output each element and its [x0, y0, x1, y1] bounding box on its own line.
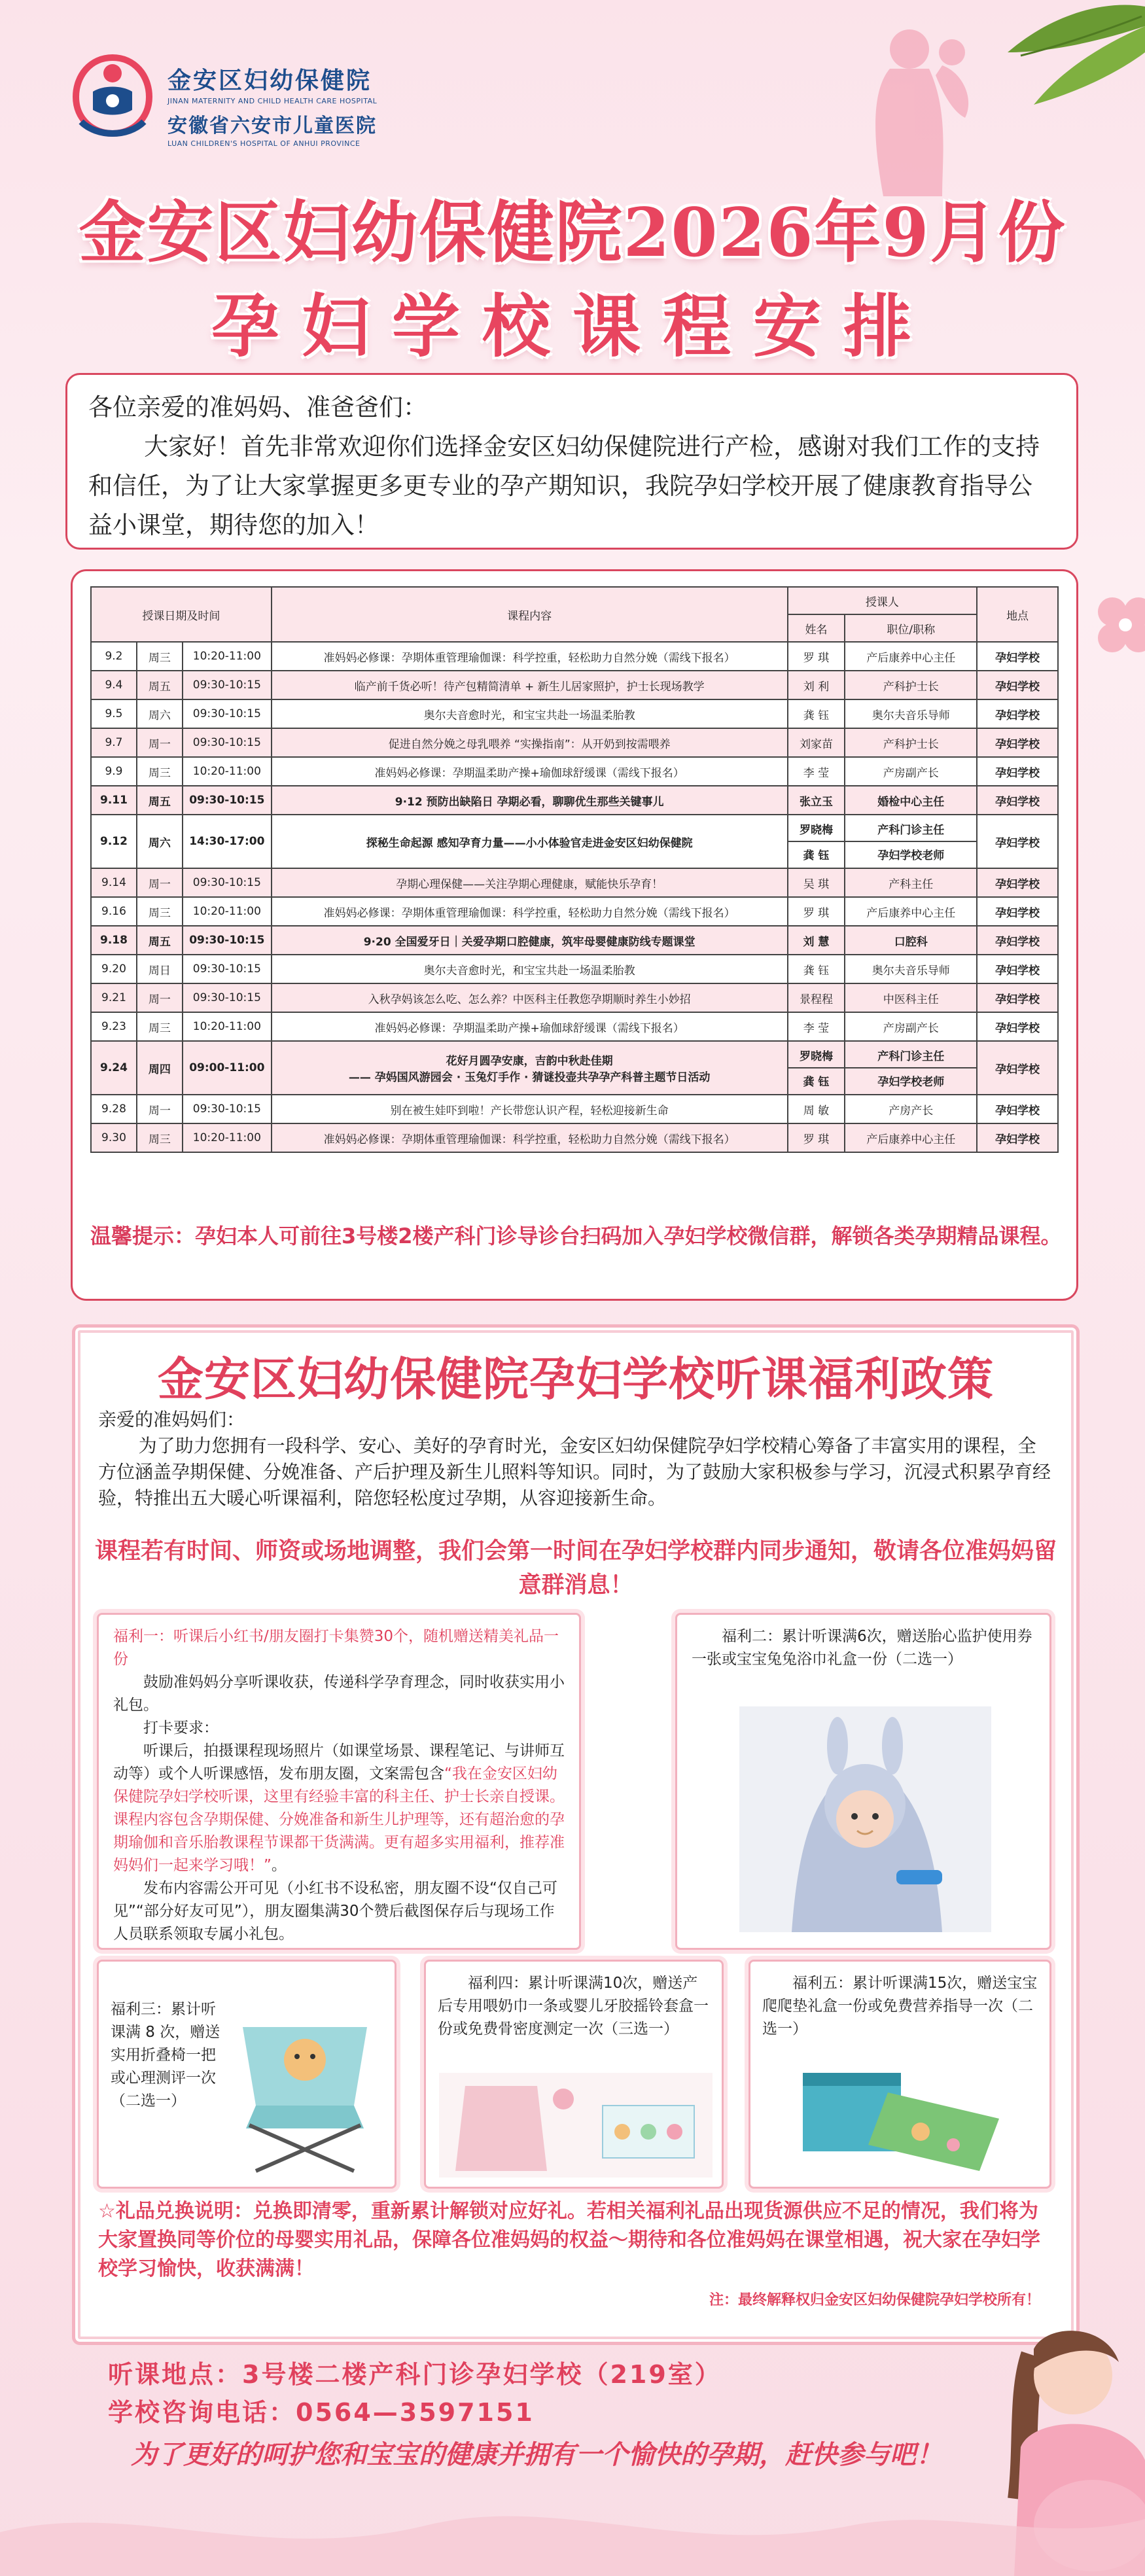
row-lecturer-name-1: 李 莹 [803, 766, 830, 780]
row-lecturer-title [845, 757, 977, 786]
row-lecturer-name [788, 983, 845, 1012]
row-content-text: 奥尔夫音愈时光，和宝宝共赴一场温柔胎教 [423, 964, 635, 978]
schedule-row [91, 926, 1058, 955]
row-lecturer-title-1: 口腔科 [894, 935, 928, 949]
row-time: 10:20-11:00 [183, 1012, 272, 1041]
row-lecturer-name-1: 李 莹 [803, 1021, 830, 1035]
row-lecturer-name-1: 刘 慧 [803, 935, 830, 949]
row-lecturer-title [845, 983, 977, 1012]
row-lecturer-name-1: 罗 琪 [803, 1133, 830, 1146]
row-day: 周一 [137, 1095, 183, 1123]
row-lecturer-name-1: 刘 利 [803, 680, 830, 694]
row-lecturer-name [788, 926, 845, 955]
row-lecturer-title-1: 产房副产长 [883, 1021, 939, 1035]
row-content [272, 1095, 788, 1123]
row-date: 9.9 [91, 757, 137, 786]
row-lecturer-name [788, 642, 845, 671]
row-location: 孕妇学校 [977, 642, 1058, 671]
schedule-body [91, 642, 1058, 1152]
row-lecturer-title [845, 868, 977, 897]
schedule-table [90, 586, 1059, 1153]
row-content [272, 757, 788, 786]
row-content [272, 671, 788, 699]
welfare-intro-text: 为了助力您拥有一段科学、安心、美好的孕育时光，金安区妇幼保健院孕妇学校精心筹备了丰富实用的课程，全方位涵盖孕期保健、分娩准备、产后护理及新生儿照料等知识。同时，为了鼓励大家积极参与学习，沉浸式积累孕育经验，特推出五大暖心听课福利，陪您轻松度过孕期，从容迎接新生命。 [98, 1435, 1051, 1509]
row-time: 09:30-10:15 [183, 926, 272, 955]
schedule-row [91, 868, 1058, 897]
row-time: 09:30-10:15 [183, 955, 272, 983]
row-day: 周三 [137, 757, 183, 786]
row-location: 孕妇学校 [977, 1123, 1058, 1152]
row-time: 10:20-11:00 [183, 642, 272, 671]
row-content-text: 准妈妈必修课：孕期体重管理瑜伽课：科学控重，轻松助力自然分娩（需线下报名） [323, 906, 735, 920]
row-content [272, 786, 788, 815]
benefit-card-2 [675, 1613, 1051, 1950]
row-lecturer-title [845, 642, 977, 671]
row-lecturer-name-1: 罗 琪 [803, 651, 830, 665]
row-date: 9.23 [91, 1012, 137, 1041]
row-lecturer-name [788, 955, 845, 983]
row-lecturer-name-1: 龚 钰 [803, 709, 830, 722]
row-date: 9.5 [91, 699, 137, 728]
row-time: 09:30-10:15 [183, 728, 272, 757]
benefit1-text: 鼓励准妈妈分享听课收获，传递科学孕育理念，同时收获实用小礼包。 [113, 1674, 565, 1714]
row-content-text: 奥尔夫音愈时光，和宝宝共赴一场温柔胎教 [423, 709, 635, 722]
row-lecturer-name [788, 757, 845, 786]
hospital-name2-en: LUAN CHILDREN'S HOSPITAL OF ANHUI PROVINCE [167, 139, 361, 148]
schedule-row [91, 642, 1058, 671]
benefit-card-5 [749, 1960, 1051, 2189]
schedule-row [91, 1123, 1058, 1152]
row-day: 周一 [137, 868, 183, 897]
schedule-row [91, 728, 1058, 757]
row-day: 周三 [137, 897, 183, 926]
row-lecturer-name-2: 龚 钰 [803, 849, 830, 862]
row-lecturer-title-1: 婚检中心主任 [877, 795, 945, 809]
row-lecturer-title [845, 786, 977, 815]
row-lecturer-title [845, 1095, 977, 1123]
schedule-row [91, 897, 1058, 926]
row-day: 周一 [137, 728, 183, 757]
row-lecturer-title [845, 926, 977, 955]
schedule-row [91, 1095, 1058, 1123]
gift-exchange-note: ☆礼品兑换说明：兑换即清零，重新累计解锁对应好礼。若相关福利礼品出现货源供应不足的情况，我们将为大家置换同等价位的母婴实用礼品，保障各位准妈妈的权益～期待和各位准妈妈在课堂相遇，祝大家在孕妇学校学习愉快，收获满满！ [98, 2200, 1040, 2280]
row-location: 孕妇学校 [977, 786, 1058, 815]
mother-child-silhouette-icon [811, 13, 1021, 196]
row-date: 9.16 [91, 897, 137, 926]
row-day: 周五 [137, 786, 183, 815]
row-time: 09:30-10:15 [183, 671, 272, 699]
row-lecturer-name [788, 728, 845, 757]
row-content-text: 9·12 预防出缺陷日 孕期必看，聊聊优生那些关键事儿 [395, 795, 664, 809]
row-lecturer-name-2: 龚 钰 [803, 1076, 830, 1089]
row-content-text: 临产前千货必听！待产包精简清单 + 新生儿居家照护，护士长现场教学 [354, 680, 705, 694]
row-date: 9.18 [91, 926, 137, 955]
row-lecturer-name [788, 868, 845, 897]
row-day: 周六 [137, 815, 183, 868]
header-location: 地点 [977, 587, 1058, 642]
row-content-text: 准妈妈必修课：孕期温柔助产操+瑜伽球舒缓课（需线下报名） [374, 1021, 684, 1035]
benefit1-requirement-quote: “我在金安区妇幼保健院孕妇学校听课，这里有经验丰富的科主任、护士长亲自授课。课程内容包含孕期保健、分娩准备和新生儿护理等，还有超治愈的孕期瑜伽和音乐胎教课程节课都干货满满。更有超多实用福利，推荐准妈妈们一起来学习哦！” [113, 1765, 565, 1874]
row-content [272, 699, 788, 728]
schedule-row [91, 815, 1058, 868]
hospital-name-cn: 金安区妇幼保健院 [167, 67, 372, 94]
header-name: 姓名 [788, 614, 845, 642]
row-content-text: 准妈妈必修课：孕期体重管理瑜伽课：科学控重，轻松助力自然分娩（需线下报名） [323, 651, 735, 665]
nursing-cover-gifts-icon [439, 2073, 713, 2178]
row-lecturer-name [788, 1095, 845, 1123]
row-time: 10:20-11:00 [183, 1123, 272, 1152]
welfare-notice: 课程若有时间、师资或场地调整，我们会第一时间在孕妇学校群内同步通知，敬请各位准妈妈留意群消息！ [94, 1538, 1057, 1598]
row-day: 周三 [137, 1123, 183, 1152]
row-day: 周日 [137, 955, 183, 983]
row-lecturer-title-1: 产房产长 [889, 1104, 934, 1118]
row-lecturer-title-1: 中医科主任 [883, 993, 939, 1006]
row-lecturer-name-1: 罗晓梅 [788, 817, 845, 842]
row-lecturer-title [845, 1041, 977, 1095]
row-location: 孕妇学校 [977, 868, 1058, 897]
schedule-row [91, 699, 1058, 728]
row-date: 9.20 [91, 955, 137, 983]
benefit1-title: 福利一：听课后小红书/朋友圈打卡集赞30个，随机赠送精美礼品一份 [113, 1628, 559, 1668]
row-lecturer-title-1: 产科护士长 [883, 737, 939, 751]
welfare-title: 金安区妇幼保健院孕妇学校听课福利政策 [158, 1352, 994, 1406]
row-lecturer-title-1: 奥尔夫音乐导师 [872, 709, 950, 722]
row-lecturer-title [845, 955, 977, 983]
row-lecturer-name [788, 1012, 845, 1041]
row-location: 孕妇学校 [977, 1041, 1058, 1095]
header-lecturer: 授课人 [788, 587, 978, 614]
play-mat-gift-icon [790, 2047, 1012, 2178]
row-content [272, 1123, 788, 1152]
row-lecturer-title [845, 671, 977, 699]
row-lecturer-title-1: 产房副产长 [883, 766, 939, 780]
benefit5-text: 福利五：累计听课满15次，赠送宝宝爬爬垫礼盒一份或免费营养指导一次（二选一） [762, 1975, 1038, 2038]
row-lecturer-name-1: 张立玉 [799, 795, 833, 809]
row-lecturer-name [788, 815, 845, 868]
row-location: 孕妇学校 [977, 1012, 1058, 1041]
row-date: 9.24 [91, 1041, 137, 1095]
row-content [272, 1041, 788, 1095]
row-lecturer-title-1: 产科门诊主任 [845, 1043, 976, 1068]
row-time: 09:30-10:15 [183, 1095, 272, 1123]
benefit1-requirement-c: 。 [271, 1857, 287, 1874]
row-date: 9.28 [91, 1095, 137, 1123]
row-time: 09:00-11:00 [183, 1041, 272, 1095]
row-lecturer-name [788, 699, 845, 728]
row-lecturer-title-2: 孕妇学校老师 [877, 849, 945, 862]
hospital-name-en: JINAN MATERNITY AND CHILD HEALTH CARE HOSPITAL [167, 97, 378, 105]
header-title: 职位/职称 [845, 614, 977, 642]
benefit-card-3 [97, 1960, 396, 2189]
benefit1-requirement-a: 听课后，拍摄课程现场照片（如课堂场景、课程笔记、与讲师互动等）或个人听课感悟，发布朋友圈，文案需包含 [113, 1742, 565, 1782]
row-date: 9.12 [91, 815, 137, 868]
consult-phone: 学校咨询电话：0564—3597151 [108, 2398, 535, 2427]
benefit1-requirement [113, 1740, 565, 1877]
schedule-row [91, 671, 1058, 699]
row-day: 周三 [137, 1012, 183, 1041]
schedule-row [91, 983, 1058, 1012]
row-date: 9.21 [91, 983, 137, 1012]
row-day: 周四 [137, 1041, 183, 1095]
benefit1-requirement-label: 打卡要求： [143, 1720, 219, 1737]
row-content [272, 897, 788, 926]
benefit-card-4 [424, 1960, 724, 2189]
row-content-text: 准妈妈必修课：孕期体重管理瑜伽课：科学控重，轻松助力自然分娩（需线下报名） [323, 1133, 735, 1146]
row-location: 孕妇学校 [977, 926, 1058, 955]
intro-box [65, 373, 1078, 550]
row-time: 09:30-10:15 [183, 786, 272, 815]
benefit2-text: 福利二：累计听课满6次，赠送胎心监护使用券一张或宝宝兔兔浴巾礼盒一份（二选一） [692, 1628, 1032, 1668]
row-content-text: 促进自然分娩之母乳喂养 “实操指南”：从开奶到按需喂养 [388, 737, 671, 751]
schedule-row [91, 1012, 1058, 1041]
row-time: 09:30-10:15 [183, 868, 272, 897]
row-date: 9.4 [91, 671, 137, 699]
intro-greeting: 各位亲爱的准妈妈、准爸爸们： [88, 393, 427, 421]
row-date: 9.2 [91, 642, 137, 671]
row-content [272, 983, 788, 1012]
class-location: 听课地点：3号楼二楼产科门诊孕妇学校（219室） [108, 2360, 722, 2389]
row-lecturer-title-1: 奥尔夫音乐导师 [872, 964, 950, 978]
row-lecturer-title [845, 897, 977, 926]
row-date: 9.11 [91, 786, 137, 815]
row-location: 孕妇学校 [977, 671, 1058, 699]
closing-slogan: 为了更好的呵护您和宝宝的健康并拥有一个愉快的孕期，赶快参与吧！ [131, 2440, 942, 2470]
row-time: 09:30-10:15 [183, 983, 272, 1012]
row-date: 9.30 [91, 1123, 137, 1152]
row-day: 周六 [137, 699, 183, 728]
row-lecturer-name [788, 1041, 845, 1095]
row-lecturer-name-1: 景程程 [799, 993, 833, 1006]
schedule-row [91, 1041, 1058, 1095]
row-lecturer-title-1: 产科主任 [889, 877, 934, 891]
row-lecturer-title-1: 产科护士长 [883, 680, 939, 694]
row-lecturer-title-1: 产后康养中心主任 [866, 651, 956, 665]
welfare-intro [98, 1407, 1053, 1511]
row-content-text: 探秘生命起源 感知孕育力量——小小体验官走进金安区妇幼保健院 [366, 836, 693, 850]
row-lecturer-name [788, 786, 845, 815]
row-time: 09:30-10:15 [183, 699, 272, 728]
benefit1-claim: 发布内容需公开可见（小红书不设私密，朋友圈不设“仅自己可见”“部分好友可见”），朋友圈集满30个赞后截图保存后与现场工作人员联系领取专属小礼包。 [113, 1880, 557, 1943]
row-content-text: 准妈妈必修课：孕期温柔助产操+瑜伽球舒缓课（需线下报名） [374, 766, 684, 780]
row-time: 10:20-11:00 [183, 897, 272, 926]
row-lecturer-name [788, 897, 845, 926]
row-content [272, 728, 788, 757]
row-time: 10:20-11:00 [183, 757, 272, 786]
row-lecturer-title [845, 728, 977, 757]
row-lecturer-title-1: 产后康养中心主任 [866, 906, 956, 920]
row-content-text: 入秋孕妈该怎么吃、怎么养？中医科主任教您孕期顺时养生小妙招 [368, 993, 691, 1006]
page-title-line1: 金安区妇幼保健院2026年9月份 [79, 194, 1066, 272]
row-lecturer-title [845, 1012, 977, 1041]
schedule-row [91, 786, 1058, 815]
header-content: 课程内容 [272, 587, 788, 642]
row-location: 孕妇学校 [977, 728, 1058, 757]
row-location: 孕妇学校 [977, 757, 1058, 786]
row-lecturer-name-1: 吴 琪 [803, 877, 830, 891]
row-lecturer-title [845, 1123, 977, 1152]
row-day: 周一 [137, 983, 183, 1012]
row-lecturer-title-2: 孕妇学校老师 [877, 1076, 945, 1089]
benefit-card-1 [97, 1613, 581, 1950]
row-date: 9.7 [91, 728, 137, 757]
row-lecturer-name [788, 671, 845, 699]
row-lecturer-title [845, 815, 977, 868]
benefit4-text: 福利四：累计听课满10次，赠送产后专用喂奶巾一条或婴儿牙胶摇铃套盒一份或免费骨密度测定一次（三选一） [438, 1975, 709, 2038]
ribbon-decoration-icon [0, 2486, 1145, 2576]
benefit3-text: 福利三：累计听课满 8 次，赠送实用折叠椅一把或心理测评一次（二选一） [111, 2001, 220, 2109]
row-location: 孕妇学校 [977, 955, 1058, 983]
hospital-name-block [167, 62, 377, 148]
final-interpretation-note: 注：最终解释权归金安区妇幼保健院孕妇学校所有！ [709, 2292, 1040, 2308]
row-location: 孕妇学校 [977, 815, 1058, 868]
row-date: 9.14 [91, 868, 137, 897]
row-content [272, 1012, 788, 1041]
row-lecturer-name-1: 刘家苗 [799, 737, 833, 751]
row-content [272, 926, 788, 955]
hospital-name2-cn: 安徽省六安市儿童医院 [167, 115, 377, 137]
row-content-text: 别在被生娃吓到啦！产长带您认识产程，轻松迎接新生命 [390, 1104, 669, 1118]
flower-decoration-icon [1073, 576, 1145, 674]
row-lecturer-title-1: 产科门诊主任 [845, 817, 976, 842]
row-lecturer-name-1: 龚 钰 [803, 964, 830, 978]
page-title-line2: 孕妇学校课程安排 [211, 286, 934, 366]
row-location: 孕妇学校 [977, 983, 1058, 1012]
row-lecturer-title [845, 699, 977, 728]
schedule-row [91, 757, 1058, 786]
row-day: 周五 [137, 671, 183, 699]
row-content-text: 孕期心理保健——关注孕期心理健康，赋能快乐孕育！ [396, 877, 663, 891]
row-content-text: 9·20 全国爱牙日｜关爱孕期口腔健康，筑牢母婴健康防线专题课堂 [363, 935, 696, 949]
row-content-text: 花好月圆孕安康，吉韵中秋赴佳期 [446, 1055, 613, 1068]
row-lecturer-name [788, 1123, 845, 1152]
schedule-tip: 温馨提示：孕妇本人可前往3号楼2楼产科门诊导诊台扫码加入孕妇学校微信群，解锁各类孕期精品课程。 [90, 1224, 1062, 1248]
intro-body: 大家好！首先非常欢迎你们选择金安区妇幼保健院进行产检，感谢对我们工作的支持和信任，为了让大家掌握更多更专业的孕产期知识，我院孕妇学校开展了健康教育指导公益小课堂，期待您的加入！ [88, 432, 1040, 539]
row-lecturer-name-1: 罗晓梅 [788, 1043, 845, 1068]
row-location: 孕妇学校 [977, 699, 1058, 728]
folding-chair-icon [223, 1975, 387, 2178]
schedule-row [91, 955, 1058, 983]
row-lecturer-name-1: 罗 琪 [803, 906, 830, 920]
row-content [272, 955, 788, 983]
welfare-greeting: 亲爱的准妈妈们： [98, 1409, 245, 1430]
row-day: 周三 [137, 642, 183, 671]
row-content [272, 642, 788, 671]
row-time: 14:30-17:00 [183, 815, 272, 868]
row-content [272, 815, 788, 868]
baby-towel-photo-icon [739, 1706, 991, 1932]
row-content [272, 868, 788, 897]
row-location: 孕妇学校 [977, 897, 1058, 926]
row-location: 孕妇学校 [977, 1095, 1058, 1123]
contact-block [108, 2355, 722, 2431]
hospital-logo-icon [71, 51, 154, 137]
row-day: 周五 [137, 926, 183, 955]
row-content-text2: —— 孕妈国风游园会 · 玉兔灯手作 · 猜谜投壶共孕孕产科普主题节日活动 [348, 1071, 711, 1084]
row-lecturer-name-1: 周 敏 [803, 1104, 830, 1118]
header-datetime: 授课日期及时间 [91, 587, 272, 642]
row-lecturer-title-1: 产后康养中心主任 [866, 1133, 956, 1146]
